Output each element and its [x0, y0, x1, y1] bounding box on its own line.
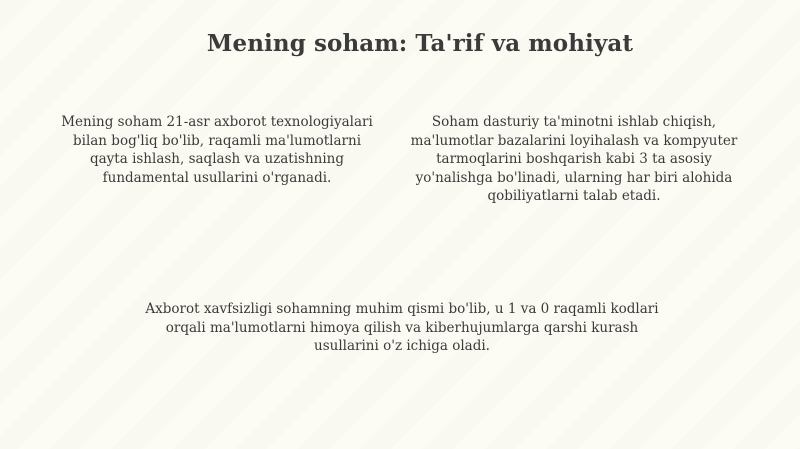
paragraph-right: Soham dasturiy ta'minotni ishlab chiqish, ma'lumotlar bazalarini loyihalash va kompyuter tarmoqlarini boshqarish kabi 3 ta asosiy yo'nalishga bo'linadi, ularning har biri alohida qobiliyatlarni talab etadi.: [410, 114, 738, 204]
slide-title: Mening soham: Ta'rif va mohiyat: [206, 30, 634, 57]
paragraph-bottom: Axborot xavfsizligi sohamning muhim qismi bo'lib, u 1 va 0 raqamli kodlari orqali ma'lumotlarni himoya qilish va kiberhujumlarga qarshi kurash usullarini o'z ichiga oladi.: [145, 301, 659, 354]
paragraph-left: Mening soham 21-asr axborot texnologiyalari bilan bog'liq bo'lib, raqamli ma'lumotlarni qayta ishlash, saqlash va uzatishning fundamental usullarini o'rganadi.: [61, 114, 373, 186]
